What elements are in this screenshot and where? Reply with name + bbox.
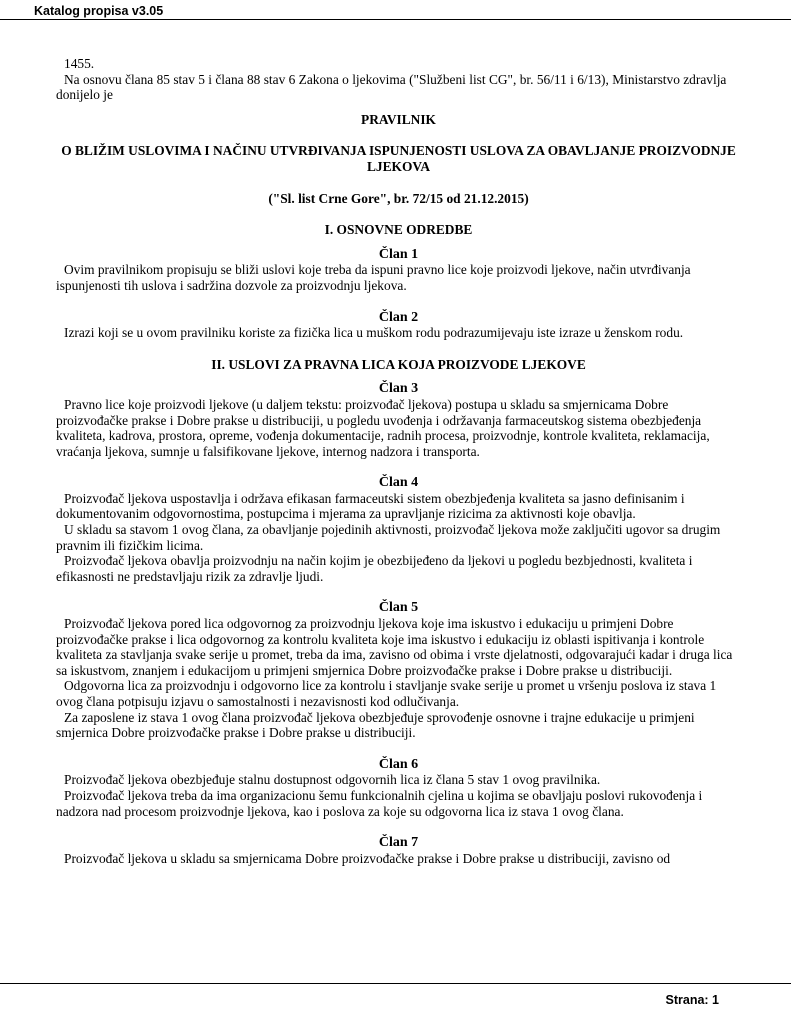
article-paragraph: Proizvođač ljekova u skladu sa smjernicama Dobre proizvođačke prakse i Dobre prakse u distribuciji, zavisno od	[64, 850, 671, 866]
preamble: Na osnovu člana 85 stav 5 i člana 88 stav 6 Zakona o ljekovima ("Službeni list CG", br. 56/11 i 6/13), Ministarstvo zdravlja donijelo je	[56, 71, 727, 103]
catalog-title: Katalog propisa v3.05	[34, 4, 164, 18]
document-title: PRAVILNIK	[361, 111, 436, 127]
article-title: Član 2	[378, 309, 419, 325]
article-paragraph: U skladu sa stavom 1 ovog člana, za obavljanje pojedinih aktivnosti, proizvođač ljekova može zaključiti ugovor sa drugim pravnim ili fizičkim licima.	[56, 522, 721, 553]
document-number: 1455.	[64, 56, 95, 71]
article-title: Član 1	[378, 246, 419, 262]
article-paragraph: Izrazi koji se u ovom pravilniku koriste za fizička lica u muškom rodu podrazumijevaju iste izraze u ženskom rodu.	[64, 325, 684, 341]
chapter-heading: II. USLOVI ZA PRAVNA LICA KOJA PROIZVODE LJEKOVE	[211, 356, 586, 372]
article-paragraph: Proizvođač ljekova obavlja proizvodnju na način kojim je obezbijeđeno da ljekovi u pogledu bezbjednosti, kvaliteta i efikasnosti ne predstavljaju rizik za zdravlje ljudi.	[56, 553, 693, 584]
article-paragraph: Ovim pravilnikom propisuju se bliži uslovi koje treba da ispuni pravno lice koje proizvodi ljekove, način utvrđivanja ispunjenosti tih uslova i sadržina dozvole za proizvodnju ljekova.	[56, 262, 691, 293]
article-paragraph: Proizvođač ljekova obezbjeđuje stalnu dostupnost odgovornih lica iz člana 5 stav 1 ovog pravilnika.	[64, 772, 601, 788]
article-title: Član 5	[378, 600, 419, 616]
article-title: Član 3	[378, 381, 419, 397]
article-paragraph: Proizvođač ljekova pored lica odgovornog za proizvodnju ljekova koje ima iskustvo i edukaciju u primjeni Dobre proizvođačke prakse i lica odgovornog za kontrolu kvaliteta koje ima iskustvo i edukaciju iz oblasti ispitivanja i kontrole kvaliteta za stavljanja svake serije u promet, treba da ima, zavisno od obima i vrste djelatnosti, odgovarajući kadar i druga lica sa iskustvom, znanjem i edukacijom u primjeni smjernica Dobre proizvođačke prakse i Dobre prakse u distribuciji.	[56, 616, 733, 678]
page-number: Strana: 1	[665, 993, 719, 1007]
footer-divider	[0, 983, 791, 984]
article-paragraph: Proizvođač ljekova uspostavlja i održava efikasan farmaceutski sistem obezbjeđenja kvaliteta sa jasno definisanim i dokumentovanim odgovornostima, postupcima i mjerama za upravljanje rizicima za aktivnosti koje obavlja.	[56, 490, 685, 522]
document-subtitle: O BLIŽIM USLOVIMA I NAČINU UTVRĐIVANJA ISPUNJENOSTI USLOVA ZA OBAVLJANJE PROIZVODNJE LJEKOVA	[61, 143, 736, 174]
article-paragraph: Odgovorna lica za proizvodnju i odgovorno lice za kontrolu i stavljanje svake serije u promet u vršenju poslova iz stava 1 ovog člana potpisuju izjavu o samostalnosti i nezavisnosti kod odlučivanja.	[56, 678, 717, 709]
chapter-heading: I. OSNOVNE ODREDBE	[324, 222, 473, 238]
article-title: Član 7	[378, 835, 419, 851]
header-divider	[0, 19, 791, 20]
document-body	[56, 56, 741, 866]
gazette-reference: ("Sl. list Crne Gore", br. 72/15 od 21.12.2015)	[268, 190, 529, 206]
article-title: Član 4	[378, 475, 419, 491]
article-paragraph: Za zaposlene iz stava 1 ovog člana proizvođač ljekova obezbjeđuje sprovođenje osnovne i trajne edukacije u primjeni smjernica Dobre proizvođačke prakse i Dobre prakse u distribuciji.	[56, 709, 695, 741]
article-paragraph: Proizvođač ljekova treba da ima organizacionu šemu funkcionalnih cjelina u kojima se obavljaju poslovi rukovođenja i nadzora nad procesom proizvodnje ljekova, kao i poslova za koje su odgovorna lica iz stava 1 ovog člana.	[56, 787, 703, 819]
article-title: Član 6	[378, 756, 419, 772]
article-paragraph: Pravno lice koje proizvodi ljekove (u daljem tekstu: proizvođač ljekova) postupa u skladu sa smjernicama Dobre proizvođačke prakse i Dobre prakse u distribuciji, u pogledu uvođenja i održavanja farmaceutskog sistema obezbjeđenja kvaliteta, kadrova, prostora, opreme, vođenja dokumentacije, radnih procesa, proizvodnje, kontrole kvaliteta, reklamacija, vraćanja ljekova, sumnje u falsifikovane ljekove, internog nadzora i transporta.	[56, 396, 710, 459]
